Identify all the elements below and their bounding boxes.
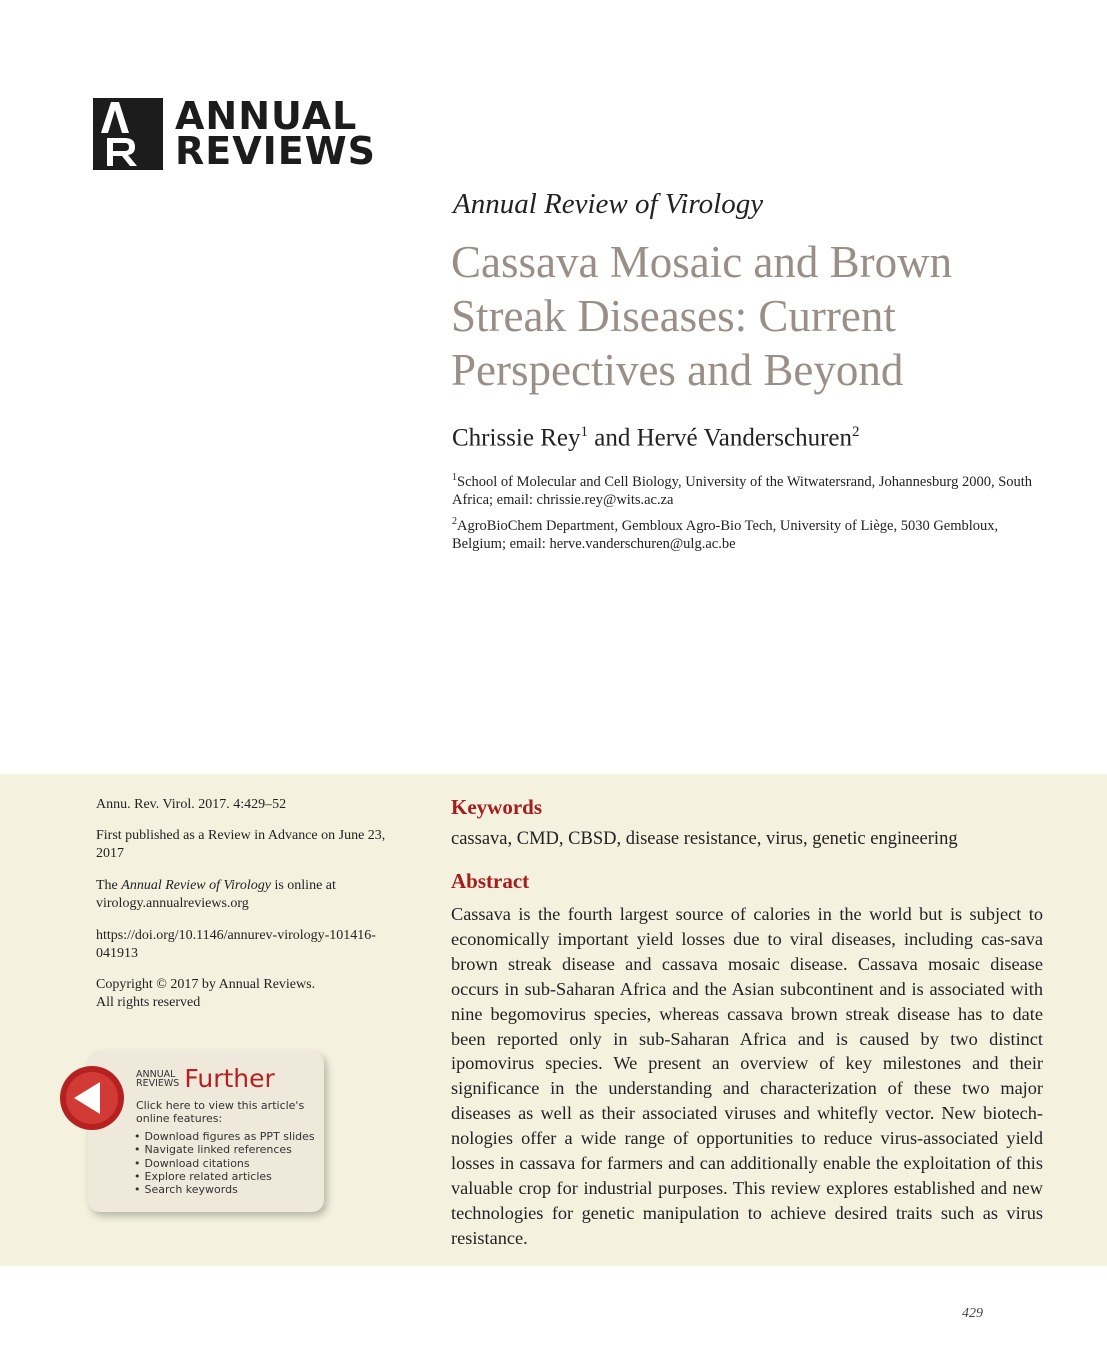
affiliation-2-mark: 2 xyxy=(452,516,457,527)
further-title: Further xyxy=(184,1064,275,1093)
article-title: Cassava Mosaic and Brown Streak Diseases: Current Perspectives and Beyond xyxy=(451,237,953,395)
logo-text xyxy=(175,94,377,173)
page-number: 429 xyxy=(962,1306,983,1321)
keywords-heading: Keywords xyxy=(451,795,542,819)
click-here-link[interactable]: Click here xyxy=(136,1099,191,1112)
copyright xyxy=(96,976,416,1012)
ar-logo-mark-icon xyxy=(93,98,163,170)
further-description xyxy=(136,1099,316,1125)
abstract-text: Cassava is the fourth largest source of calories in the world but is subject to economically important yield losses due to viral diseases, including cas-sava brown streak disease and cassava mosaic disease. Cassava mosaic disease occurs in sub-Saharan Africa and the Asian subcontinent and is associated with nine begomovirus species, whereas cassava brown streak disease has to date been reported only in sub-Saharan Africa and is caused by two distinct ipomovirus species. We present an overview of key milestones and their significance in the understanding and characterization of these two major diseases as well as their associated viruses and whitefly vector. New biotech-nologies offer a wide range of opportunities to reduce virus-associated yield losses in cassava for farmers and can additionally enable the exploitation of this valuable crop for industrial purposes. This review explores established and new technologies for genetic manipulation to achieve desired traits such as virus resistance. xyxy=(451,904,1043,1248)
logo-line-1: ANNUAL xyxy=(175,94,358,138)
online-journal: Annual Review of Virology xyxy=(121,878,271,893)
further-small-logo xyxy=(136,1070,179,1089)
further-item: • Download figures as PPT slides xyxy=(134,1130,315,1143)
doi-link[interactable]: https://doi.org/10.1146/annurev-virology-101416-041913 xyxy=(96,928,376,961)
copyright-line-2: All rights reserved xyxy=(96,995,201,1010)
online-suffix: is online at virology.annualreviews.org xyxy=(96,878,336,911)
further-item: • Download citations xyxy=(134,1157,315,1170)
online-prefix: The xyxy=(96,878,122,893)
further-item: • Search keywords xyxy=(134,1183,315,1196)
author-2: Hervé Vanderschuren xyxy=(636,424,852,452)
further-item: • Navigate linked references xyxy=(134,1143,315,1156)
abstract-heading: Abstract xyxy=(451,869,530,893)
further-features-list xyxy=(134,1130,315,1196)
authors xyxy=(452,424,860,452)
authors-joiner: and xyxy=(594,424,631,452)
author-2-affil-mark: 2 xyxy=(852,424,860,440)
logo-line-2: REVIEWS xyxy=(175,129,377,173)
journal-name: Annual Review of Virology xyxy=(453,188,764,220)
further-item: • Explore related articles xyxy=(134,1170,315,1183)
online-note xyxy=(96,877,416,913)
keywords-text: cassava, CMD, CBSD, disease resistance, virus, genetic engineering xyxy=(451,829,958,849)
citation: Annu. Rev. Virol. 2017. 4:429–52 xyxy=(96,797,287,812)
further-desc-text: to view this article's online features: xyxy=(136,1099,305,1125)
affiliation-1-mark: 1 xyxy=(452,472,457,483)
copyright-line-1: Copyright © 2017 by Annual Reviews. xyxy=(96,977,316,992)
author-1: Chrissie Rey xyxy=(452,424,581,452)
affiliation-1 xyxy=(452,469,1052,509)
affiliation-2-text: AgroBioChem Department, Gembloux Agro-Bio Tech, University of Liège, 5030 Gembloux, Belgium; email: herve.vanderschuren@ulg.ac.be xyxy=(452,517,999,552)
further-small-bottom: REVIEWS xyxy=(136,1078,180,1089)
further-arrow-icon[interactable] xyxy=(60,1066,124,1130)
first-published: First published as a Review in Advance on June 23, 2017 xyxy=(96,828,386,861)
author-1-affil-mark: 1 xyxy=(580,424,588,440)
affiliation-1-text: School of Molecular and Cell Biology, University of the Witwatersrand, Johannesburg 2000, South Africa; email: chrissie.rey@wits.ac.za xyxy=(452,473,1033,508)
further-small-top: ANNUAL xyxy=(136,1068,176,1080)
annual-reviews-logo xyxy=(93,94,377,173)
affiliation-2 xyxy=(452,513,1052,553)
further-header xyxy=(136,1066,275,1092)
